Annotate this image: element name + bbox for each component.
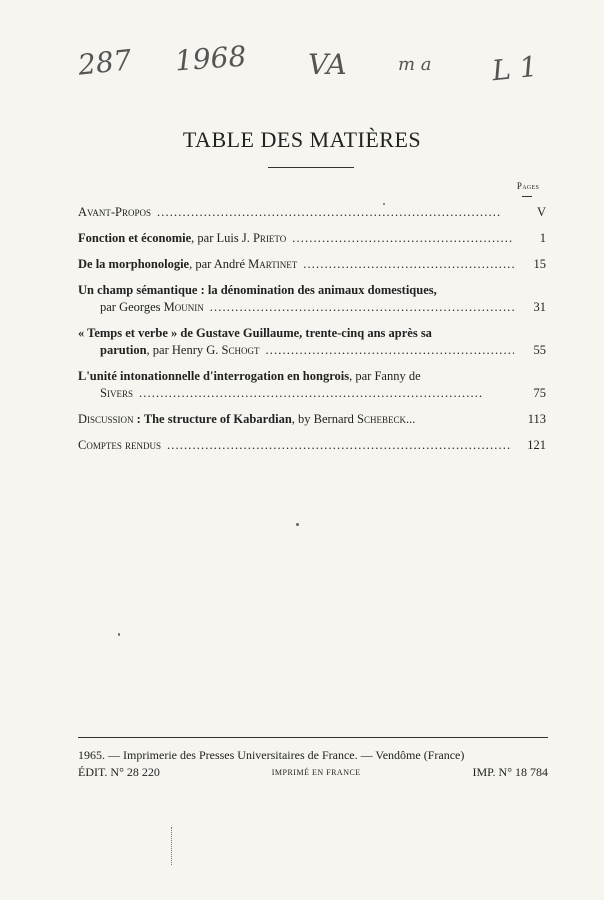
toc-entry — [78, 204, 546, 221]
imprint-number: IMP. N° 18 784 — [472, 765, 548, 779]
toc-author: Schebeck — [357, 412, 407, 426]
toc-page-number: V — [536, 205, 546, 219]
leader-dots — [303, 256, 514, 273]
leader-dots — [139, 385, 514, 402]
handwritten-note: 287 — [76, 43, 134, 82]
toc-section-label: Discussion — [78, 412, 134, 426]
leader-dots — [167, 437, 514, 454]
toc-author: Schogt — [221, 343, 260, 357]
toc-page-number: 55 — [533, 343, 546, 357]
toc-author-prefix: , par Henry G. — [146, 343, 222, 357]
toc-entry-title: The structure of Kabardian — [143, 412, 292, 426]
toc-entry — [78, 256, 546, 273]
toc-entry — [78, 411, 546, 428]
printer-line: 1965. — Imprimerie des Presses Universitaires de France. — Vendôme (France) — [78, 748, 465, 762]
toc-entry — [78, 368, 546, 402]
toc-separator: : — [133, 412, 144, 426]
table-of-contents — [78, 204, 546, 463]
toc-author-prefix: , par André — [189, 257, 249, 271]
handwritten-annotations — [0, 39, 604, 92]
toc-entry-title: « Temps et verbe » de Gustave Guillaume, trente-cinq ans après sa — [78, 326, 432, 340]
toc-page-number: 75 — [533, 386, 546, 400]
paper-speck — [118, 633, 120, 636]
toc-entry-title-cont: parution — [100, 343, 147, 357]
toc-entry — [78, 325, 546, 359]
toc-page-number: 31 — [533, 300, 546, 314]
toc-entry — [78, 230, 546, 247]
title-divider — [268, 167, 354, 168]
pencil-mark — [171, 827, 174, 865]
toc-author: Prieto — [252, 231, 287, 245]
toc-author-prefix: , par Luis J. — [191, 231, 253, 245]
toc-page-number: 121 — [527, 438, 546, 452]
toc-entry-title: Fonction et économie — [78, 231, 192, 245]
printed-in-france: IMPRIMÉ EN FRANCE — [271, 768, 361, 777]
handwritten-note: 1968 — [173, 39, 248, 78]
leader-dots — [292, 230, 514, 247]
toc-page-number: 15 — [533, 257, 546, 271]
handwritten-note: m a — [398, 54, 432, 75]
toc-author: Martinet — [248, 257, 298, 271]
toc-author-prefix: , by Bernard — [291, 412, 358, 426]
pages-header-dash — [522, 196, 532, 197]
paper-speck — [296, 523, 299, 526]
paper-speck — [383, 203, 385, 205]
toc-author: Sivers — [100, 386, 133, 400]
handwritten-note: VA — [308, 48, 347, 81]
toc-entry — [78, 282, 546, 316]
imprint-footer — [78, 747, 548, 781]
edition-number: ÉDIT. N° 28 220 — [78, 765, 160, 779]
footer-divider — [78, 737, 548, 738]
toc-entry — [78, 437, 546, 454]
leader-dots — [210, 299, 514, 316]
toc-author-prefix: par Georges — [100, 300, 164, 314]
toc-entry-title: L'unité intonationnelle d'interrogation en hongrois — [78, 369, 350, 383]
toc-page-number: 1 — [539, 231, 546, 245]
toc-page-number: 113 — [527, 412, 546, 426]
toc-author: Mounin — [163, 300, 204, 314]
toc-entry-title: Comptes rendus — [78, 438, 161, 452]
toc-entry-title: Avant-Propos — [78, 205, 151, 219]
toc-entry-title: De la morphonologie — [78, 257, 190, 271]
toc-trailing-dots: ... — [406, 412, 416, 426]
toc-entry-title: Un champ sémantique : la dénomination des animaux domestiques, — [78, 283, 437, 297]
leader-dots — [157, 204, 514, 221]
pages-column-header: Pages — [516, 181, 540, 191]
leader-dots — [265, 342, 514, 359]
toc-author-prefix: , par Fanny de — [349, 369, 421, 383]
handwritten-note: L 1 — [490, 49, 539, 88]
page-title: TABLE DES MATIÈRES — [182, 127, 422, 152]
